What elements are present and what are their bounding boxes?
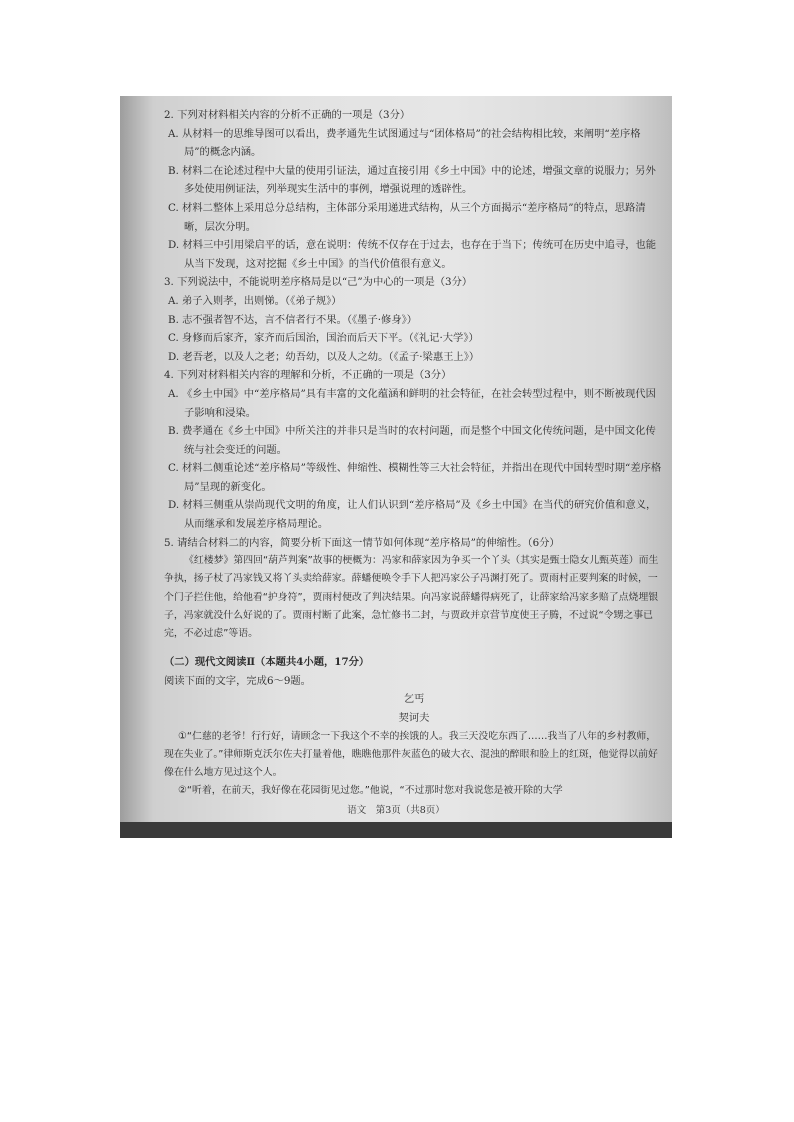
question-4-stem: 4. 下列对材料相关内容的理解和分析，不正确的一项是（3分）	[164, 369, 452, 382]
question-3-stem: 3. 下列说法中，不能说明差序格局是以“己”为中心的一项是（3分）	[164, 276, 473, 289]
question-4-option-b: B. 费孝通在《乡土中国》中所关注的并非只是当时的农村问题，而是整个中国文化传统问题，是中国文化传统与社会变迁的问题。	[168, 425, 656, 456]
scanned-exam-page	[120, 96, 672, 838]
story-author: 契诃夫	[398, 712, 430, 725]
question-2-option-b: B. 材料二在论述过程中大量的使用引证法，通过直接引用《乡土中国》中的论述，增强文章的说服力；另外多处使用例证法，列举现实生活中的事例，增强说理的透辟性。	[168, 164, 656, 196]
question-5-stem: 5. 请结合材料二的内容，简要分析下面这一情节如何体现“差序格局”的伸缩性。（6分）	[164, 536, 560, 549]
question-3-option-c: C. 身修而后家齐，家齐而后国治，国治而后天下平。（《礼记·大学》）	[168, 332, 479, 345]
section-2-instruction: 阅读下面的文字，完成6～9题。	[164, 674, 311, 687]
question-2-option-a: A. 从材料一的思维导图可以看出，费孝通先生试图通过与“团体格局”的社会结构相比较，来阐明“差序格局”的概念内涵。	[168, 127, 641, 159]
story-paragraph-1: ①“仁慈的老爷！行行好，请顾念一下我这个不幸的挨饿的人。我三天没吃东西了……我当了八年的乡村教师，现在失业了。”律师斯克沃尔佐夫打量着他，瞧瞧他那件灰蓝色的破大衣、混浊的醉眼和脸上的红斑，他觉得以前好像在什么地方见过这个人。	[164, 730, 658, 779]
question-4-option-c: C. 材料二侧重论述“差序格局”等级性、伸缩性、模糊性等三大社会特征，并指出在现代中国转型时期“差序格局”呈现的新变化。	[168, 462, 662, 493]
question-4-option-a: A. 《乡土中国》中“差序格局”具有丰富的文化蕴涵和鲜明的社会特征，在社会转型过程中，则不断被现代因子影响和浸染。	[168, 387, 656, 419]
question-2-option-d: D. 材料三中引用梁启平的话，意在说明：传统不仅存在于过去，也存在于当下；传统可在历史中追寻，也能从当下发现，这对挖掘《乡土中国》的当代价值很有意义。	[168, 239, 657, 270]
question-3-option-a: A. 弟子入则孝，出则悌。（《弟子规》）	[168, 294, 342, 307]
question-2-stem: 2. 下列对材料相关内容的分析不正确的一项是（3分）	[164, 109, 411, 121]
question-3-option-d: D. 老吾老，以及人之老；幼吾幼，以及人之幼。（《孟子·梁惠王上》）	[168, 350, 480, 363]
question-2-option-c: C. 材料二整体上采用总分总结构，主体部分采用递进式结构，从三个方面揭示“差序格局”的特点，思路清晰，层次分明。	[168, 201, 646, 233]
page-footer: 语文 第3页（共8页）	[347, 805, 445, 816]
question-3-option-b: B. 志不强者智不达，言不信者行不果。（《墨子·修身》）	[168, 313, 418, 326]
story-title: 乞丐	[403, 693, 425, 706]
page-content	[164, 106, 664, 800]
question-5-passage: 《红楼梦》第四回“葫芦判案”故事的梗概为：冯家和薛家因为争买一个丫头（其实是甄士隐女儿甄英莲）而生争执，扬子杖了冯家钱又将丫头卖给薛家。薛蟠便唤令手下人把冯家公子冯渊打死了。贾雨村正要判案的时候，一个门子拦住他，给他看“护身符”，贾雨村便改了判决结果。向冯家说薛蟠得病死了，让薛家给冯家多赔了点烧埋银子，冯家就没什么好说的了。贾雨村断了此案，急忙修书二封，与贾政并京营节度使王子腾，不过说“令甥之事已完，不必过虑”等语。	[164, 555, 659, 640]
question-4-option-d: D. 材料三侧重从崇尚现代文明的角度，让人们认识到“差序格局”及《乡土中国》在当代的研究价值和意义，从而继承和发展差序格局理论。	[168, 499, 657, 531]
story-paragraph-2: ②“听着，在前天，我好像在花园街见过您。”他说，“不过那时您对我说您是被开除的大学	[178, 785, 563, 797]
section-2-title: （二）现代文阅读Ⅱ（本题共4小题，17分）	[164, 656, 370, 669]
